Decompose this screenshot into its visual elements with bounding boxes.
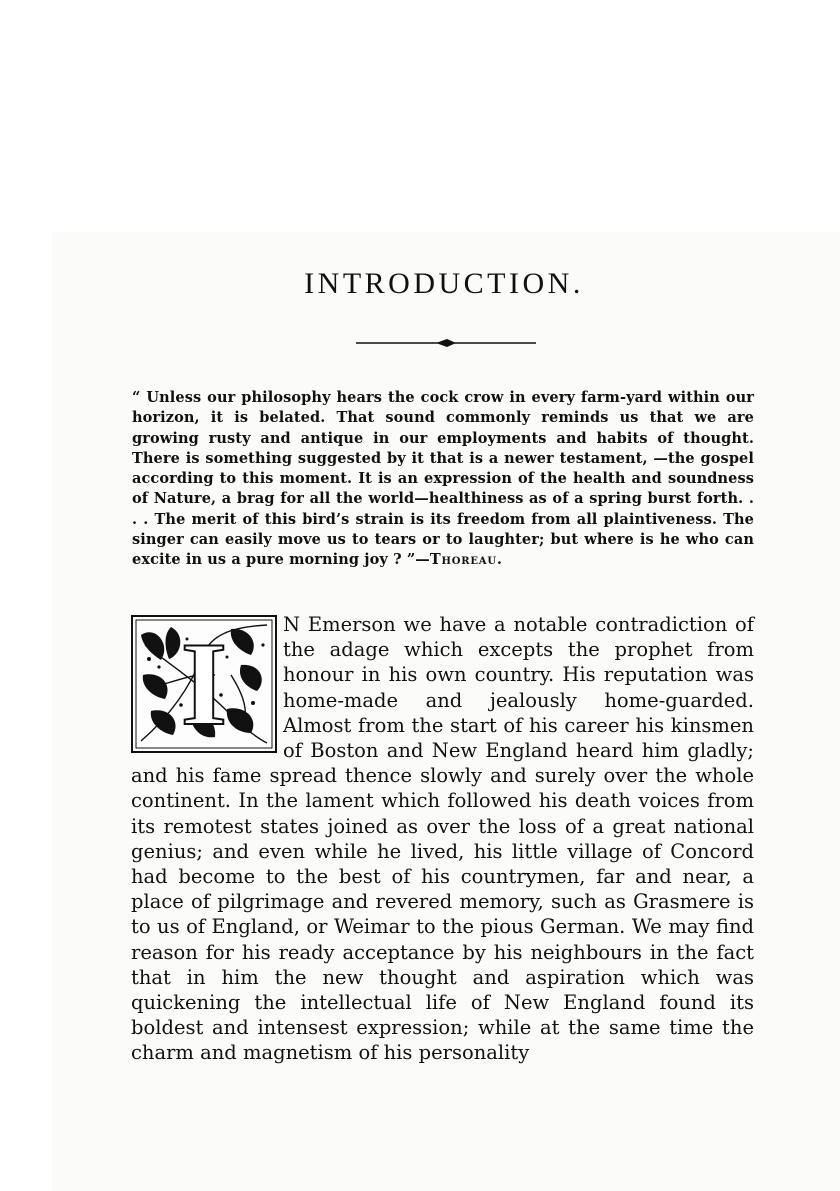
body-paragraph: N Emerson we have a notable contradiction of the adage which excepts the prophet from honour in his own country. His reputation was home-made and jealously home-guarded. Almost from the start of his career his kinsmen of Boston and New England heard him gladly; and his fame spread thence slowly and surely over the whole continent. In the lament which followed his death voices from its remotest states joined as over the loss of a great national genius; and even while he lived, his little village of Concord had become to the best of his countrymen, far and near, a place of pilgrimage and revered memory, such as Grasmere is to us of England, or Weimar to the pious German. We may find reason for his ready acceptance by his neighbours in the fact that in him the new thought and aspiration which was quickening the intellectual life of New England found its boldest and intensest expression; while at the same time the charm and magnetism of his personality [131,613,754,1065]
title-ornament-rule [356,334,536,352]
introduction-body [131,612,754,1066]
drop-cap-letter: I [180,617,228,750]
ornament-diamond [436,339,456,347]
epigraph-quote [132,388,754,571]
ornamental-drop-cap [131,615,277,753]
epigraph-text: “ Unless our philosophy hears the cock crow in every farm-yard within our horizon, it is belated. That sound commonly reminds us that we are growing rusty and antique in our employments and habits of thought. There is something suggested by it that is a newer testament, —the gospel according to this moment. It is an expression of the health and soundness of Nature, a brag for all the world—healthiness as of a spring burst forth. . . . The merit of this bird’s strain is its freedom from all plaintiveness. The singer can easily move us to tears or to laughter; but where is he who can excite in us a pure morning joy ? ”— [132,389,754,569]
chapter-title: INTRODUCTION. [304,267,584,300]
epigraph-author: Thoreau. [429,551,503,569]
